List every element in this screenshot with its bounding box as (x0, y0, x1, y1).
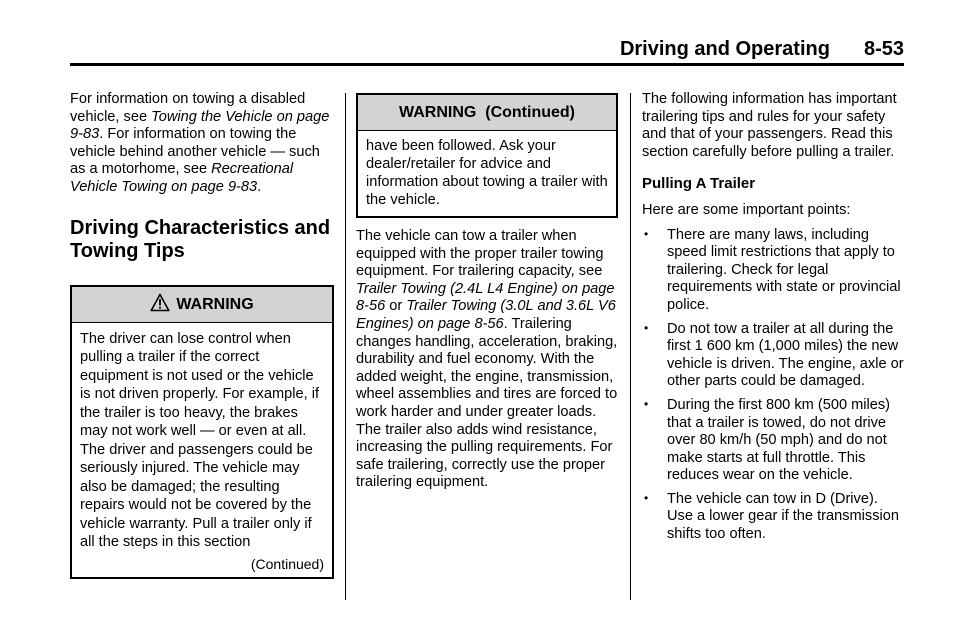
warning-continued-box (356, 93, 618, 218)
trailering-intro-paragraph: The following information has important trailering tips and rules for your safety and that of your passengers. Read this section carefully before pulling a trailer. (642, 91, 897, 160)
important-points-lead: Here are some important points: (642, 201, 851, 218)
warning-continued-body (358, 131, 616, 216)
column-2 (356, 93, 618, 492)
warning-text: The driver can lose control when pulling a trailer if the correct equipment is not used or the vehicle is not driven properly. For example, if the trailer is too heavy, the brakes may not work well — or even at all. The driver and passengers could be seriously injured. The vehicle may also be damaged; the resulting repairs would not be covered by the vehicle warranty. Pull a trailer only if all the steps in this section (80, 330, 320, 551)
trailer-capacity-paragraph: The vehicle can tow a trailer when equipped with the proper trailer towing equipment. For trailering capacity, see Trailer Towing (2.4L L4 Engine) on page 8-56 or Trailer Towing (3.0L and 3.6L V6 Engines) on page 8-56. Trailering changes handling, acceleration, braking, durability and fuel economy. With the added weight, the engine, transmission, wheel assemblies and tires are forced to work harder and under greater loads. The trailer also adds wind resistance, increasing the pulling requirements. For safe trailering, correctly use the proper trailering equipment. (356, 228, 618, 491)
warning-triangle-icon (150, 290, 170, 325)
header-page-number: 8-53 (863, 38, 904, 60)
bullet-icon: • (644, 396, 649, 411)
list-item: • Do not tow a trailer at all during the first 1 600 km (1,000 miles) the new vehicle is driven. The engine, axle or other parts could be damaged. (644, 320, 904, 390)
warning-body (72, 323, 332, 578)
continued-label: (Continued) (250, 555, 324, 572)
bullet-icon: • (644, 490, 649, 505)
warning-continued-text: have been followed. Ask your dealer/retailer for advice and information about towing a trailer with the vehicle. (366, 138, 608, 208)
warning-title: WARNING (176, 295, 254, 313)
section-heading: Driving Characteristics and Towing Tips (70, 216, 331, 262)
list-item: • There are many laws, including speed limit restrictions that apply to trailering. Check for legal requirements with state or provincial police. (644, 226, 901, 313)
list-item: • The vehicle can tow in D (Drive). Use a lower gear if the transmission shifts too often. (644, 490, 899, 543)
warning-header (72, 287, 332, 323)
header-section-title: Driving and Operating (619, 38, 830, 60)
column-divider-1 (345, 93, 346, 600)
column-divider-2 (630, 93, 631, 600)
warning-box (70, 285, 334, 580)
trailering-tips-list (642, 227, 906, 544)
list-item: • During the first 800 km (500 miles) that a trailer is towed, do not drive over 80 km/h (50 mph) and do not make starts at full throttle. This reduces wear on the vehicle. (644, 396, 891, 484)
header-rule (70, 63, 904, 66)
pulling-trailer-subheading: Pulling A Trailer (642, 175, 756, 193)
bullet-icon: • (644, 226, 649, 241)
bullet-icon: • (644, 320, 649, 335)
running-header (620, 38, 904, 61)
warning-continued-header: WARNING (Continued) (358, 95, 616, 131)
column-3 (642, 91, 906, 550)
towing-reference-paragraph: For information on towing a disabled vehicle, see Towing the Vehicle on page 9-83. For information on towing the vehicle behind another vehicle — such as a motorhome, see Recreational Vehicle Towing on page 9-83. (70, 91, 330, 195)
column-1 (70, 91, 334, 579)
